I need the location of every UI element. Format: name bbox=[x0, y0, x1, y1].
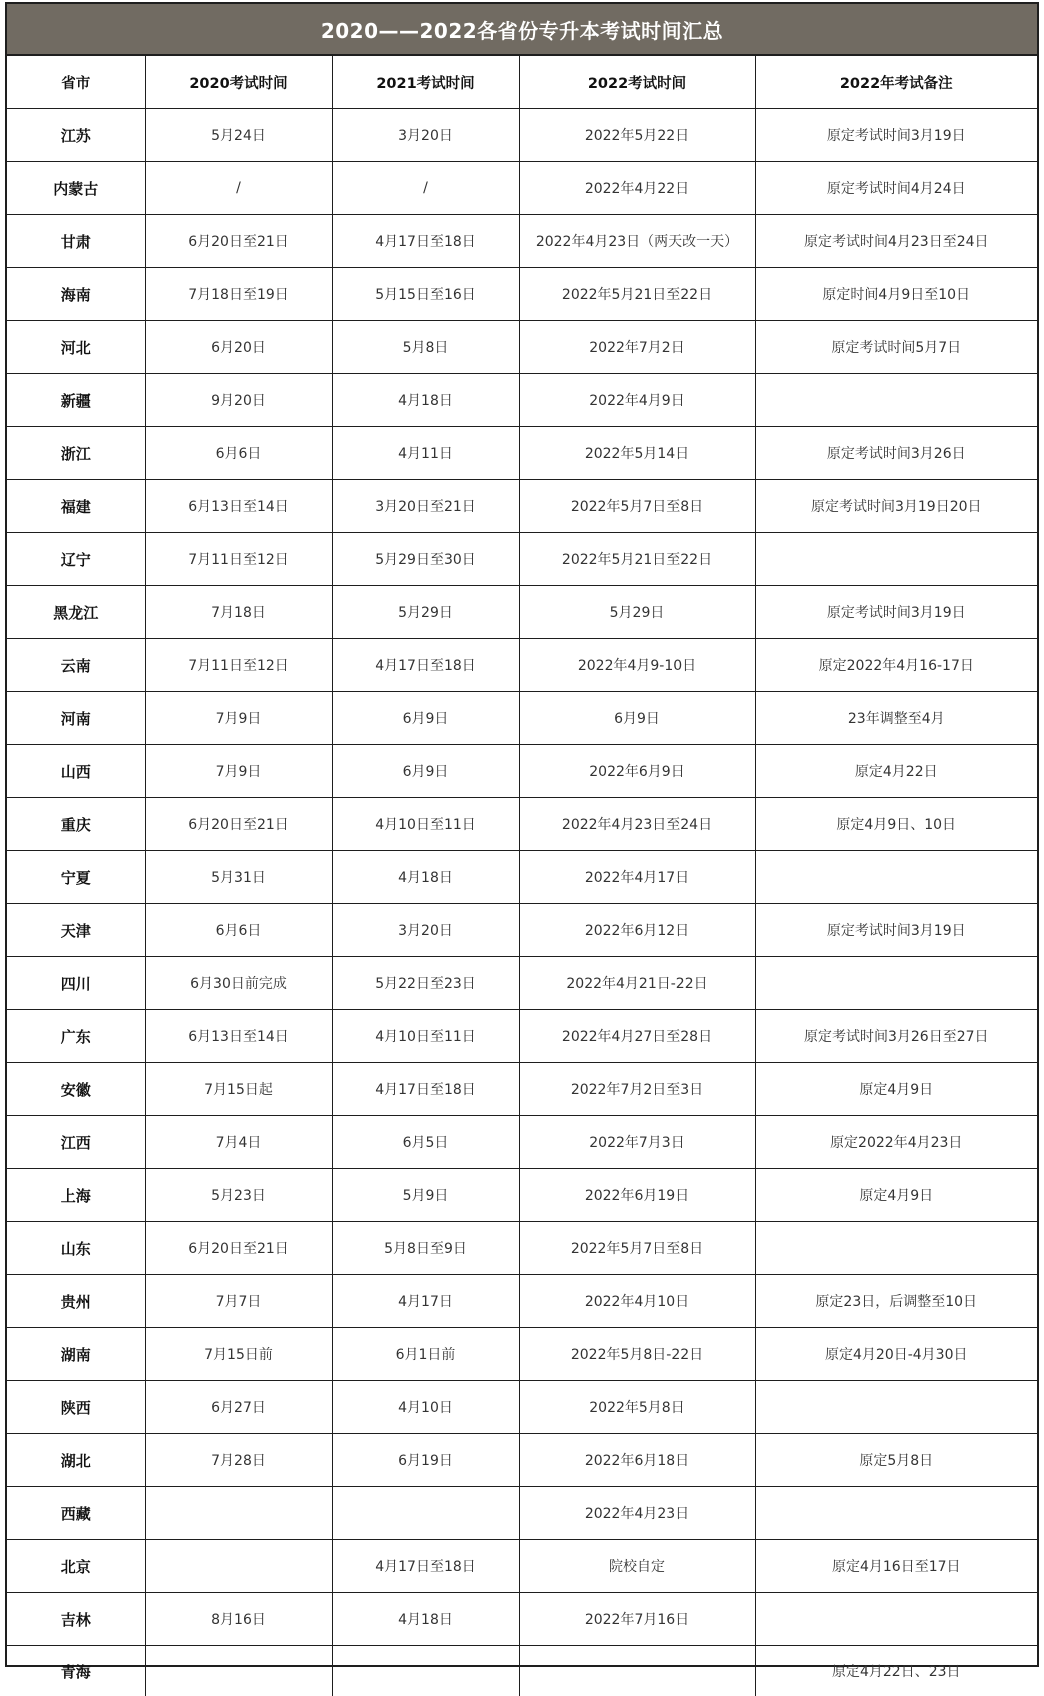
exam-2022-cell: 2022年4月23日至24日 bbox=[519, 798, 755, 851]
exam-2021-cell: 5月29日至30日 bbox=[332, 533, 519, 586]
exam-2022-cell: 2022年4月9-10日 bbox=[519, 639, 755, 692]
province-cell: 海南 bbox=[7, 268, 145, 321]
exam-2021-cell: 4月10日至11日 bbox=[332, 1010, 519, 1063]
table-row bbox=[7, 851, 1037, 904]
province-cell: 四川 bbox=[7, 957, 145, 1010]
exam-2020-cell: 5月31日 bbox=[145, 851, 332, 904]
table-row bbox=[7, 1434, 1037, 1487]
province-cell: 甘肃 bbox=[7, 215, 145, 268]
province-cell: 吉林 bbox=[7, 1593, 145, 1646]
exam-2022-cell: 2022年5月8日-22日 bbox=[519, 1328, 755, 1381]
exam-2021-cell: 5月8日 bbox=[332, 321, 519, 374]
table-title: 2020——2022各省份专升本考试时间汇总 bbox=[7, 4, 1037, 56]
note-2022-cell: 原定4月9日 bbox=[755, 1063, 1037, 1116]
exam-2020-cell: 6月13日至14日 bbox=[145, 1010, 332, 1063]
province-cell: 陕西 bbox=[7, 1381, 145, 1434]
exam-2021-cell: 5月8日至9日 bbox=[332, 1222, 519, 1275]
exam-2020-cell: 7月7日 bbox=[145, 1275, 332, 1328]
exam-2021-cell: 3月20日 bbox=[332, 109, 519, 162]
province-cell: 云南 bbox=[7, 639, 145, 692]
exam-2020-cell: 5月24日 bbox=[145, 109, 332, 162]
exam-2020-cell bbox=[145, 1646, 332, 1696]
note-2022-cell bbox=[755, 1487, 1037, 1540]
note-2022-cell: 原定2022年4月23日 bbox=[755, 1116, 1037, 1169]
exam-2021-cell: 5月22日至23日 bbox=[332, 957, 519, 1010]
exam-2020-cell: 7月18日至19日 bbox=[145, 268, 332, 321]
exam-2022-cell: 2022年6月9日 bbox=[519, 745, 755, 798]
note-2022-cell: 原定考试时间3月26日至27日 bbox=[755, 1010, 1037, 1063]
table-row bbox=[7, 109, 1037, 162]
exam-2020-cell: 6月6日 bbox=[145, 427, 332, 480]
table-row bbox=[7, 162, 1037, 215]
exam-2022-cell bbox=[519, 1646, 755, 1696]
province-cell: 浙江 bbox=[7, 427, 145, 480]
exam-2022-cell: 2022年4月21日-22日 bbox=[519, 957, 755, 1010]
exam-2022-cell: 2022年6月12日 bbox=[519, 904, 755, 957]
province-cell: 新疆 bbox=[7, 374, 145, 427]
note-2022-cell: 原定2022年4月16-17日 bbox=[755, 639, 1037, 692]
table-row bbox=[7, 215, 1037, 268]
note-2022-cell bbox=[755, 1593, 1037, 1646]
exam-2020-cell: 7月15日前 bbox=[145, 1328, 332, 1381]
exam-2022-cell: 2022年4月23日（两天改一天） bbox=[519, 215, 755, 268]
province-cell: 江西 bbox=[7, 1116, 145, 1169]
note-2022-cell bbox=[755, 1222, 1037, 1275]
exam-2020-cell bbox=[145, 1540, 332, 1593]
exam-2022-cell: 2022年5月7日至8日 bbox=[519, 1222, 755, 1275]
exam-2020-cell: 7月9日 bbox=[145, 745, 332, 798]
table-row bbox=[7, 374, 1037, 427]
exam-2021-cell: 4月17日至18日 bbox=[332, 1063, 519, 1116]
exam-2022-cell: 2022年7月3日 bbox=[519, 1116, 755, 1169]
note-2022-cell: 原定考试时间4月24日 bbox=[755, 162, 1037, 215]
table-row bbox=[7, 1646, 1037, 1696]
exam-2020-cell: 6月20日至21日 bbox=[145, 798, 332, 851]
exam-2021-cell: 6月19日 bbox=[332, 1434, 519, 1487]
column-header-province: 省市 bbox=[7, 56, 145, 109]
table-row bbox=[7, 1116, 1037, 1169]
note-2022-cell: 原定23日，后调整至10日 bbox=[755, 1275, 1037, 1328]
column-header-2021: 2021考试时间 bbox=[332, 56, 519, 109]
exam-2021-cell: 4月10日至11日 bbox=[332, 798, 519, 851]
note-2022-cell: 原定时间4月9日至10日 bbox=[755, 268, 1037, 321]
exam-2021-cell: 5月15日至16日 bbox=[332, 268, 519, 321]
note-2022-cell bbox=[755, 374, 1037, 427]
note-2022-cell: 原定4月22日、23日 bbox=[755, 1646, 1037, 1696]
province-cell: 上海 bbox=[7, 1169, 145, 1222]
table-row bbox=[7, 533, 1037, 586]
exam-2022-cell: 5月29日 bbox=[519, 586, 755, 639]
table-row bbox=[7, 268, 1037, 321]
exam-2020-cell: 7月11日至12日 bbox=[145, 533, 332, 586]
exam-schedule-table bbox=[7, 56, 1037, 1696]
exam-2020-cell: 7月28日 bbox=[145, 1434, 332, 1487]
exam-2021-cell: 4月18日 bbox=[332, 851, 519, 904]
exam-2020-cell: 6月20日至21日 bbox=[145, 1222, 332, 1275]
exam-2022-cell: 6月9日 bbox=[519, 692, 755, 745]
table-row bbox=[7, 1487, 1037, 1540]
table-row bbox=[7, 904, 1037, 957]
note-2022-cell: 原定考试时间3月19日 bbox=[755, 586, 1037, 639]
exam-2020-cell: 7月15日起 bbox=[145, 1063, 332, 1116]
exam-2020-cell: 6月13日至14日 bbox=[145, 480, 332, 533]
exam-2020-cell: 5月23日 bbox=[145, 1169, 332, 1222]
exam-2022-cell: 2022年5月21日至22日 bbox=[519, 268, 755, 321]
note-2022-cell: 原定4月16日至17日 bbox=[755, 1540, 1037, 1593]
table-row bbox=[7, 1010, 1037, 1063]
note-2022-cell bbox=[755, 1381, 1037, 1434]
exam-2020-cell: 7月9日 bbox=[145, 692, 332, 745]
table-row bbox=[7, 639, 1037, 692]
exam-2021-cell: 6月5日 bbox=[332, 1116, 519, 1169]
province-cell: 湖南 bbox=[7, 1328, 145, 1381]
province-cell: 安徽 bbox=[7, 1063, 145, 1116]
note-2022-cell: 原定4月20日-4月30日 bbox=[755, 1328, 1037, 1381]
exam-2022-cell: 2022年6月19日 bbox=[519, 1169, 755, 1222]
exam-2021-cell: / bbox=[332, 162, 519, 215]
province-cell: 江苏 bbox=[7, 109, 145, 162]
table-row bbox=[7, 798, 1037, 851]
province-cell: 宁夏 bbox=[7, 851, 145, 904]
note-2022-cell: 原定考试时间3月26日 bbox=[755, 427, 1037, 480]
exam-2021-cell: 5月9日 bbox=[332, 1169, 519, 1222]
province-cell: 山东 bbox=[7, 1222, 145, 1275]
exam-2021-cell: 4月17日至18日 bbox=[332, 215, 519, 268]
exam-2022-cell: 2022年4月27日至28日 bbox=[519, 1010, 755, 1063]
exam-2020-cell: 6月6日 bbox=[145, 904, 332, 957]
exam-2020-cell: 6月30日前完成 bbox=[145, 957, 332, 1010]
exam-2021-cell: 4月18日 bbox=[332, 374, 519, 427]
exam-2021-cell: 5月29日 bbox=[332, 586, 519, 639]
province-cell: 福建 bbox=[7, 480, 145, 533]
province-cell: 北京 bbox=[7, 1540, 145, 1593]
exam-2022-cell: 2022年4月23日 bbox=[519, 1487, 755, 1540]
exam-2022-cell: 2022年5月7日至8日 bbox=[519, 480, 755, 533]
note-2022-cell bbox=[755, 851, 1037, 904]
column-header-2020: 2020考试时间 bbox=[145, 56, 332, 109]
province-cell: 贵州 bbox=[7, 1275, 145, 1328]
table-row bbox=[7, 1540, 1037, 1593]
note-2022-cell bbox=[755, 957, 1037, 1010]
note-2022-cell: 原定考试时间5月7日 bbox=[755, 321, 1037, 374]
exam-2022-cell: 2022年5月14日 bbox=[519, 427, 755, 480]
column-header-2022: 2022考试时间 bbox=[519, 56, 755, 109]
exam-2020-cell: 6月20日 bbox=[145, 321, 332, 374]
exam-2020-cell: 9月20日 bbox=[145, 374, 332, 427]
note-2022-cell: 原定考试时间3月19日 bbox=[755, 904, 1037, 957]
exam-2021-cell bbox=[332, 1487, 519, 1540]
exam-2021-cell: 4月18日 bbox=[332, 1593, 519, 1646]
exam-2020-cell: / bbox=[145, 162, 332, 215]
exam-2021-cell: 6月9日 bbox=[332, 692, 519, 745]
table-row bbox=[7, 692, 1037, 745]
exam-2022-cell: 2022年5月22日 bbox=[519, 109, 755, 162]
province-cell: 河北 bbox=[7, 321, 145, 374]
table-row bbox=[7, 1328, 1037, 1381]
exam-2020-cell bbox=[145, 1487, 332, 1540]
exam-2022-cell: 2022年4月22日 bbox=[519, 162, 755, 215]
note-2022-cell: 原定4月22日 bbox=[755, 745, 1037, 798]
province-cell: 辽宁 bbox=[7, 533, 145, 586]
note-2022-cell bbox=[755, 533, 1037, 586]
table-row bbox=[7, 1222, 1037, 1275]
note-2022-cell: 原定考试时间3月19日20日 bbox=[755, 480, 1037, 533]
province-cell: 黑龙江 bbox=[7, 586, 145, 639]
table-row bbox=[7, 1381, 1037, 1434]
exam-2020-cell: 6月20日至21日 bbox=[145, 215, 332, 268]
exam-2020-cell: 6月27日 bbox=[145, 1381, 332, 1434]
exam-2021-cell: 6月1日前 bbox=[332, 1328, 519, 1381]
table-row bbox=[7, 1063, 1037, 1116]
column-header-2022-note: 2022年考试备注 bbox=[755, 56, 1037, 109]
exam-2022-cell: 2022年7月2日 bbox=[519, 321, 755, 374]
table-row bbox=[7, 745, 1037, 798]
note-2022-cell: 原定考试时间3月19日 bbox=[755, 109, 1037, 162]
exam-2020-cell: 7月11日至12日 bbox=[145, 639, 332, 692]
note-2022-cell: 原定5月8日 bbox=[755, 1434, 1037, 1487]
exam-2021-cell bbox=[332, 1646, 519, 1696]
exam-2021-cell: 3月20日 bbox=[332, 904, 519, 957]
exam-2022-cell: 2022年7月2日至3日 bbox=[519, 1063, 755, 1116]
exam-2020-cell: 7月4日 bbox=[145, 1116, 332, 1169]
note-2022-cell: 原定4月9日、10日 bbox=[755, 798, 1037, 851]
province-cell: 天津 bbox=[7, 904, 145, 957]
province-cell: 西藏 bbox=[7, 1487, 145, 1540]
table-body bbox=[7, 109, 1037, 1696]
exam-2020-cell: 7月18日 bbox=[145, 586, 332, 639]
exam-2021-cell: 4月10日 bbox=[332, 1381, 519, 1434]
province-cell: 河南 bbox=[7, 692, 145, 745]
exam-2022-cell: 2022年4月10日 bbox=[519, 1275, 755, 1328]
exam-2021-cell: 4月17日 bbox=[332, 1275, 519, 1328]
table-row bbox=[7, 427, 1037, 480]
table-row bbox=[7, 957, 1037, 1010]
table-row bbox=[7, 321, 1037, 374]
exam-schedule-sheet bbox=[5, 2, 1039, 1667]
table-row bbox=[7, 1593, 1037, 1646]
exam-2021-cell: 3月20日至21日 bbox=[332, 480, 519, 533]
exam-2020-cell: 8月16日 bbox=[145, 1593, 332, 1646]
table-row bbox=[7, 480, 1037, 533]
exam-2022-cell: 2022年5月8日 bbox=[519, 1381, 755, 1434]
exam-2021-cell: 4月17日至18日 bbox=[332, 639, 519, 692]
province-cell: 青海 bbox=[7, 1646, 145, 1696]
table-row bbox=[7, 586, 1037, 639]
exam-2022-cell: 2022年5月21日至22日 bbox=[519, 533, 755, 586]
exam-2022-cell: 2022年4月17日 bbox=[519, 851, 755, 904]
table-row bbox=[7, 1275, 1037, 1328]
province-cell: 广东 bbox=[7, 1010, 145, 1063]
exam-2022-cell: 院校自定 bbox=[519, 1540, 755, 1593]
exam-2021-cell: 4月17日至18日 bbox=[332, 1540, 519, 1593]
province-cell: 湖北 bbox=[7, 1434, 145, 1487]
exam-2021-cell: 6月9日 bbox=[332, 745, 519, 798]
header-row bbox=[7, 56, 1037, 109]
exam-2022-cell: 2022年6月18日 bbox=[519, 1434, 755, 1487]
province-cell: 重庆 bbox=[7, 798, 145, 851]
exam-2022-cell: 2022年7月16日 bbox=[519, 1593, 755, 1646]
note-2022-cell: 23年调整至4月 bbox=[755, 692, 1037, 745]
exam-2022-cell: 2022年4月9日 bbox=[519, 374, 755, 427]
note-2022-cell: 原定4月9日 bbox=[755, 1169, 1037, 1222]
province-cell: 内蒙古 bbox=[7, 162, 145, 215]
note-2022-cell: 原定考试时间4月23日至24日 bbox=[755, 215, 1037, 268]
province-cell: 山西 bbox=[7, 745, 145, 798]
table-row bbox=[7, 1169, 1037, 1222]
exam-2021-cell: 4月11日 bbox=[332, 427, 519, 480]
